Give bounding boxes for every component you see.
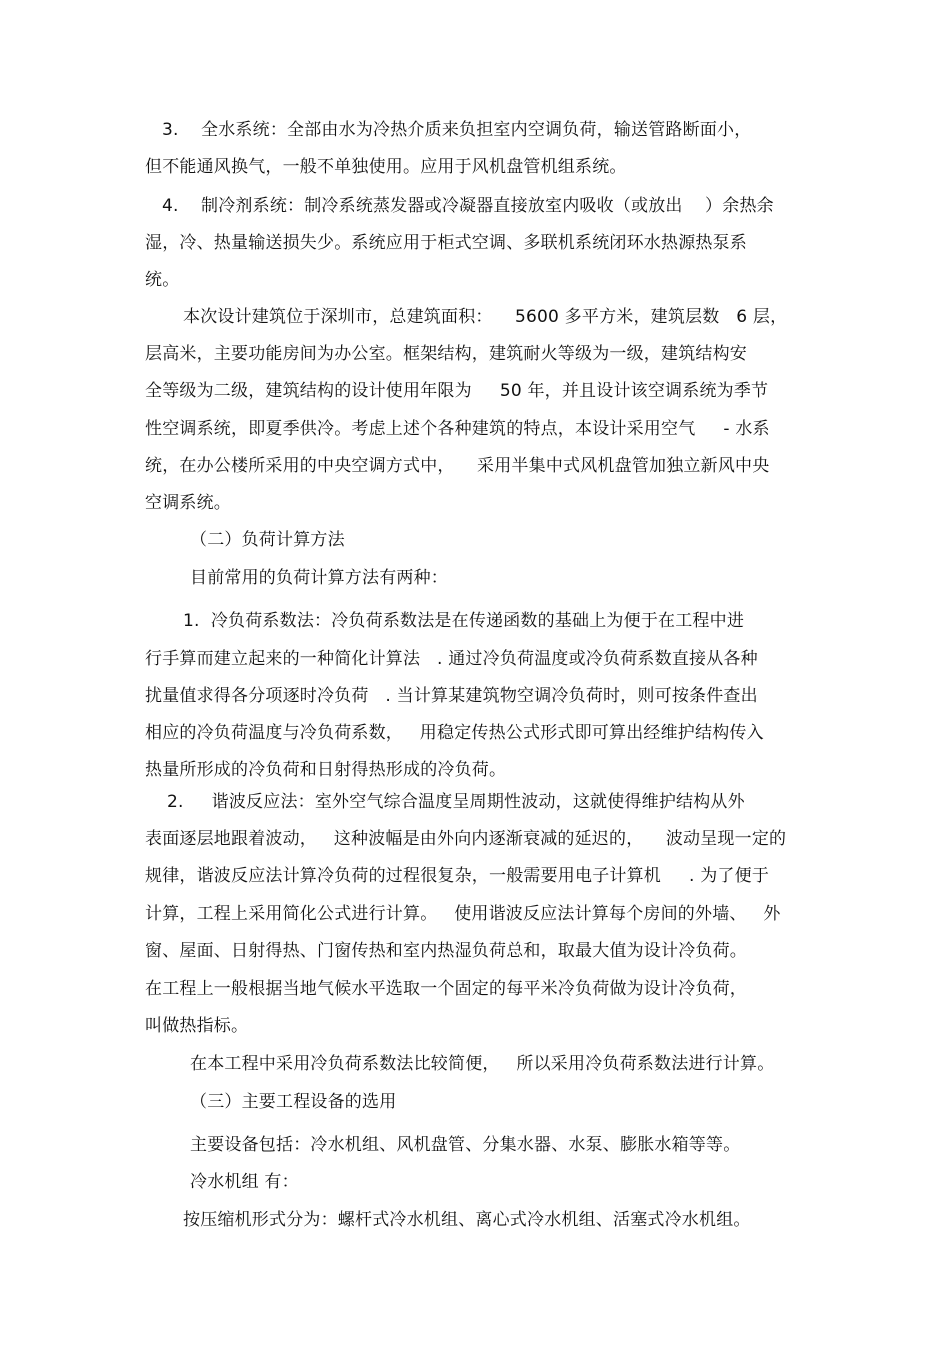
text-line-3: 4. 制冷剂系统：制冷系统蒸发器或冷凝器直接放室内吸收（或放出 ）余热余	[162, 196, 774, 216]
text-line-7: 层高米，主要功能房间为办公室。框架结构，建筑耐火等级为一级，建筑结构安	[145, 344, 747, 364]
text-line-15: 行手算而建立起来的一种简化计算法 . 通过冷负荷温度或冷负荷系数直接从各种	[145, 649, 758, 669]
text-line-17: 相应的冷负荷温度与冷负荷系数， 用稳定传热公式形式即可算出经维护结构传入	[145, 723, 764, 743]
text-line-16: 扰量值求得各分项逐时冷负荷 . 当计算某建筑物空调冷负荷时，则可按条件查出	[145, 686, 758, 706]
text-line-21: 规律，谐波反应法计算冷负荷的过程很复杂，一般需要用电子计算机 . 为了便于	[145, 866, 770, 886]
text-line-6: 本次设计建筑位于深圳市，总建筑面积： 5600 多平方米，建筑层数 6 层，	[183, 307, 788, 327]
text-line-20: 表面逐层地跟着波动， 这种波幅是由外向内逐渐衰减的延迟的， 波动呈现一定的	[145, 829, 787, 849]
text-line-5: 统。	[145, 270, 180, 290]
text-line-28: 主要设备包括：冷水机组、风机盘管、分集水器、水泵、膨胀水箱等等。	[190, 1135, 741, 1155]
section-heading-equipment-selection: （三）主要工程设备的选用	[190, 1092, 397, 1112]
text-line-30: 按压缩机形式分为：螺杆式冷水机组、离心式冷水机组、活塞式冷水机组。	[183, 1210, 751, 1230]
text-line-29: 冷水机组 有：	[190, 1172, 299, 1192]
text-line-4: 湿，冷、热量输送损失少。系统应用于柜式空调、多联机系统闭环水热源热泵系	[145, 233, 747, 253]
text-line-14: 1. 冷负荷系数法：冷负荷系数法是在传递函数的基础上为便于在工程中进	[183, 611, 745, 631]
text-line-24: 在工程上一般根据当地气候水平选取一个固定的每平米冷负荷做为设计冷负荷，	[145, 979, 747, 999]
text-line-25: 叫做热指标。	[145, 1016, 249, 1036]
text-line-10: 统，在办公楼所采用的中央空调方式中， 采用半集中式风机盘管加独立新风中央	[145, 456, 770, 476]
text-line-22: 计算，工程上采用简化公式进行计算。 使用谐波反应法计算每个房间的外墙、 外	[145, 904, 781, 924]
text-line-8: 全等级为二级，建筑结构的设计使用年限为 50 年，并且设计该空调系统为季节	[145, 381, 769, 401]
text-line-23: 窗、屋面、日射得热、门窗传热和室内热湿负荷总和，取最大值为设计冷负荷。	[145, 941, 747, 961]
section-heading-load-calculation: （二）负荷计算方法	[190, 530, 345, 550]
text-line-11: 空调系统。	[145, 493, 231, 513]
text-line-26: 在本工程中采用冷负荷系数法比较简便， 所以采用冷负荷系数法进行计算。	[190, 1054, 775, 1074]
text-line-18: 热量所形成的冷负荷和日射得热形成的冷负荷。	[145, 760, 507, 780]
text-line-1: 3. 全水系统：全部由水为冷热介质来负担室内空调负荷，输送管路断面小，	[162, 120, 752, 140]
text-line-19: 2. 谐波反应法：室外空气综合温度呈周期性波动，这就使得维护结构从外	[167, 792, 745, 812]
text-line-13: 目前常用的负荷计算方法有两种：	[190, 568, 448, 588]
text-line-9: 性空调系统，即夏季供冷。考虑上述个各种建筑的特点，本设计采用空气 - 水系	[145, 419, 770, 439]
text-line-2: 但不能通风换气，一般不单独使用。应用于风机盘管机组系统。	[145, 157, 627, 177]
